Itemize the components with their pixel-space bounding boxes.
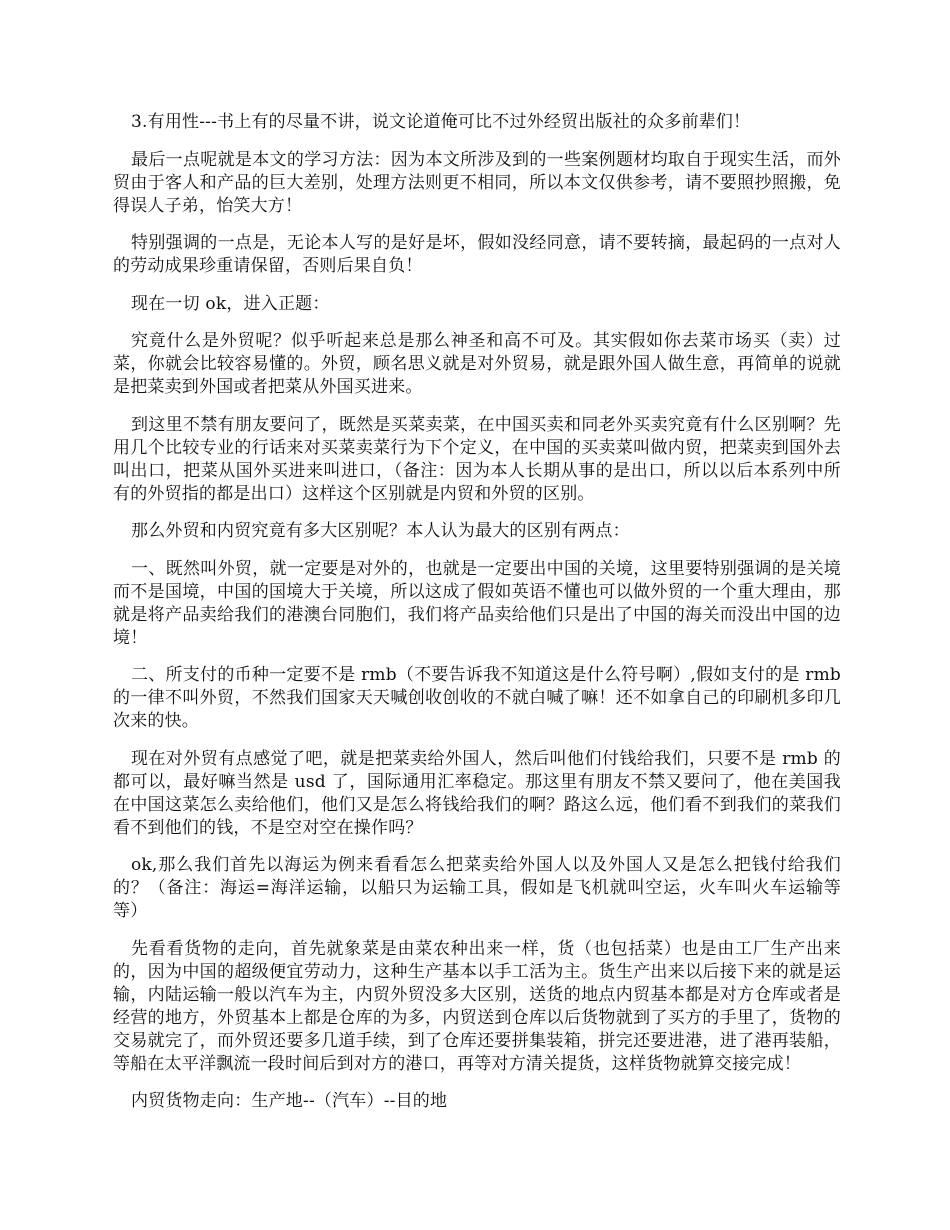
paragraph-usefulness: 3.有用性---书上有的尽量不讲，说文论道俺可比不过外经贸出版社的众多前辈们！ bbox=[131, 112, 751, 132]
paragraph-payment-question: 现在对外贸有点感觉了吧，就是把菜卖给外国人，然后叫他们付钱给我们，只要不是 rmb 的都可以，最好嘛当然是 usd 了，国际通用汇率稳定。那这里有朋友不禁又要问了，他在美国我在中国这菜怎么卖给他们，他们又是怎么将钱给我们的啊？路这么远，他们看不到我们的菜我们看不到他们的钱，不是空对空在操作吗？ bbox=[113, 748, 841, 838]
paragraph-difference-one: 一、既然叫外贸，就一定要是对外的，也就是一定要出中国的关境，这里要特别强调的是关境而不是国境，中国的国境大于关境，所以这成了假如英语不懂也可以做外贸的一个重大理由，那就是将产品卖给我们的港澳台同胞们，我们将产品卖给他们只是出了中国的海关而没出中国的边境！ bbox=[113, 558, 841, 648]
paragraph-difference-two: 二、所支付的币种一定要不是 rmb（不要告诉我不知道这是什么符号啊）,假如支付的是 rmb 的一律不叫外贸，不然我们国家天天喊创收创收的不就白喊了嘛！还不如拿自己的印刷机多印几次来的快。 bbox=[113, 665, 841, 731]
document-body bbox=[113, 111, 841, 1128]
paragraph-what-is-foreign-trade: 究竟什么是外贸呢？似乎听起来总是那么神圣和高不可及。其实假如你去菜市场买（卖）过菜，你就会比较容易懂的。外贸，顾名思义就是对外贸易，就是跟外国人做生意，再简单的说就是把菜卖到外国或者把菜从外国买进来。 bbox=[113, 331, 841, 397]
paragraph-study-method: 最后一点呢就是本文的学习方法：因为本文所涉及到的一些案例题材均取自于现实生活，而外贸由于客人和产品的巨大差别，处理方法则更不相同，所以本文仅供参考，请不要照抄照搬，免得误人子弟，怡笑大方！ bbox=[113, 149, 841, 216]
paragraph-domestic-route: 内贸货物走向：生产地--（汽车）--目的地 bbox=[131, 1091, 448, 1111]
paragraph-begin-topic: 现在一切 ok，进入正题： bbox=[131, 293, 330, 314]
paragraph-two-differences: 那么外贸和内贸究竟有多大区别呢？本人认为最大的区别有两点： bbox=[131, 521, 630, 541]
paragraph-goods-flow: 先看看货物的走向，首先就象菜是由菜农种出来一样，货（也包括菜）也是由工厂生产出来的，因为中国的超级便宜劳动力，这种生产基本以手工活为主。货生产出来以后接下来的就是运输，内陆运输一般以汽车为主，内贸外贸没多大区别，送货的地点内贸基本都是对方仓库或者是经营的地方，外贸基本上都是仓库的为多，内贸送到仓库以后货物就到了买方的手里了，货物的交易就完了，而外贸还要多几道手续，到了仓库还要拼集装箱，拼完还要进港，进了港再装船，等船在太平洋飘流一段时间后到对方的港口，再等对方清关提货，这样货物就算交接完成！ bbox=[113, 938, 841, 1074]
paragraph-sea-freight: ok,那么我们首先以海运为例来看看怎么把菜卖给外国人以及外国人又是怎么把钱付给我们的？（备注：海运=海洋运输，以船只为运输工具，假如是飞机就叫空运，火车叫火车运输等等） bbox=[113, 855, 841, 921]
paragraph-domestic-vs-foreign: 到这里不禁有朋友要问了，既然是买菜卖菜，在中国买卖和同老外买卖究竟有什么区别啊？先用几个比较专业的行话来对买菜卖菜行为下个定义，在中国的买卖菜叫做内贸，把菜卖到国外去叫出口，把菜从国外买进来叫进口，（备注：因为本人长期从事的是出口，所以以后本系列中所有的外贸指的都是出口）这样这个区别就是内贸和外贸的区别。 bbox=[113, 414, 841, 504]
paragraph-copyright-notice: 特别强调的一点是，无论本人写的是好是坏，假如没经同意，请不要转摘，最起码的一点对人的劳动成果珍重请保留，否则后果自负！ bbox=[113, 233, 841, 276]
